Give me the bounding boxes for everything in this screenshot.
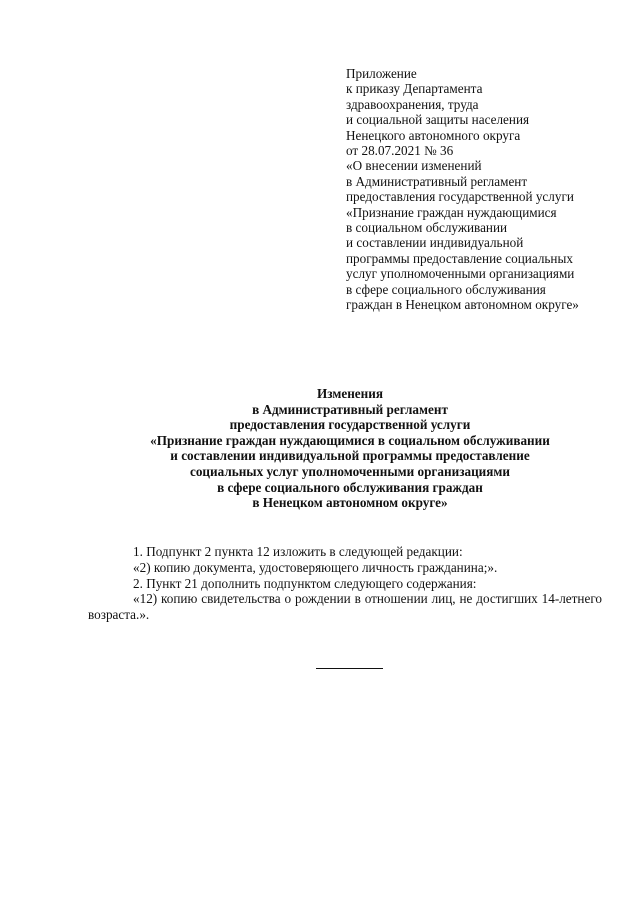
body-paragraph: 1. Подпункт 2 пункта 12 изложить в следующей редакции: bbox=[133, 544, 463, 559]
body-paragraph: «2) копию документа, удостоверяющего личность гражданина;». bbox=[133, 559, 498, 575]
title-line: и составлении индивидуальной программы предоставление bbox=[170, 448, 530, 464]
title-line: в Ненецком автономном округе» bbox=[252, 495, 448, 511]
appendix-line: в Административный регламент bbox=[346, 173, 528, 189]
body-paragraph: 2. Пункт 21 дополнить подпунктом следующего содержания: bbox=[133, 575, 477, 591]
appendix-line: от 28.07.2021 № 36 bbox=[346, 143, 454, 159]
closing-rule bbox=[316, 668, 383, 669]
appendix-line: в сфере социального обслуживания bbox=[346, 281, 546, 297]
body-paragraph: «12) копию свидетельства о рождении в отношении лиц, не достигших 14-летнего возраста.». bbox=[88, 591, 602, 623]
appendix-line: в социальном обслуживании bbox=[346, 220, 508, 236]
appendix-line: к приказу Департамента bbox=[346, 81, 483, 97]
appendix-line: «Признание граждан нуждающимися bbox=[346, 204, 557, 220]
title-line: в Административный регламент bbox=[252, 401, 448, 417]
appendix-line: Приложение bbox=[346, 66, 417, 81]
title-line: Изменения bbox=[317, 386, 383, 401]
appendix-line: граждан в Ненецком автономном округе» bbox=[346, 297, 579, 313]
appendix-line: Ненецкого автономного округа bbox=[346, 127, 521, 143]
title-line: социальных услуг уполномоченными организациями bbox=[189, 463, 510, 479]
appendix-header bbox=[346, 66, 616, 313]
appendix-line: здравоохранения, труда bbox=[346, 96, 479, 112]
appendix-line: программы предоставление социальных bbox=[346, 250, 573, 266]
appendix-line: услуг уполномоченными организациями bbox=[346, 266, 575, 282]
appendix-line: и социальной защиты населения bbox=[346, 112, 530, 128]
document-body bbox=[88, 544, 602, 623]
title-line: предоставления государственной услуги bbox=[229, 417, 471, 433]
title-line: «Признание граждан нуждающимися в социальном обслуживании bbox=[150, 432, 550, 448]
appendix-line: предоставления государственной услуги bbox=[346, 189, 574, 205]
appendix-line: и составлении индивидуальной bbox=[346, 235, 524, 251]
appendix-line: «О внесении изменений bbox=[346, 158, 482, 174]
document-title bbox=[90, 386, 610, 511]
title-line: в сфере социального обслуживания граждан bbox=[217, 479, 483, 495]
